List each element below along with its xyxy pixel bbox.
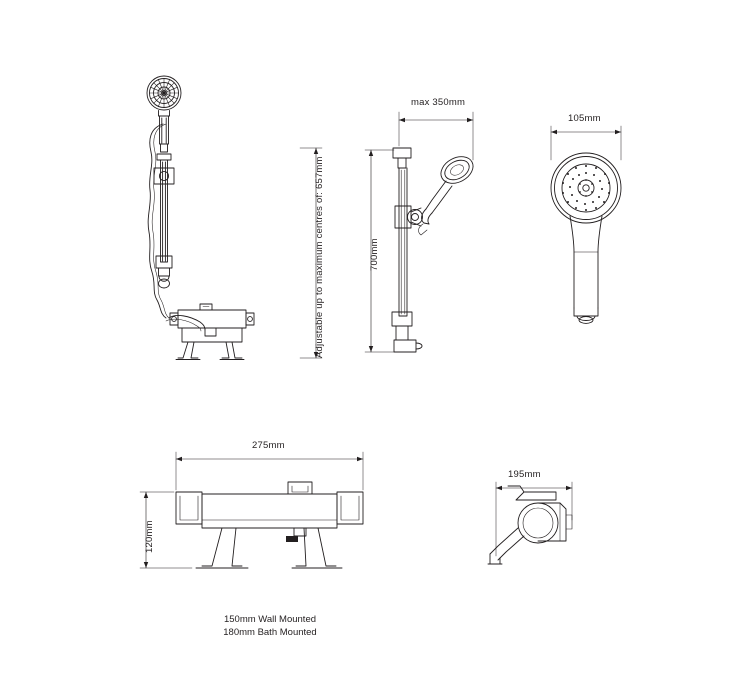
- dim-label-120: 120mm: [144, 520, 155, 553]
- mixer-caption-bath-mounted: 180mm Bath Mounted: [223, 627, 317, 638]
- view-mixer-front: [140, 452, 363, 568]
- mixer-caption-wall-mounted: 150mm Wall Mounted: [223, 614, 317, 625]
- view-shower-kit: [147, 76, 322, 360]
- view-mixer-side: [488, 482, 572, 564]
- dim-label-700: 700mm: [369, 238, 380, 271]
- dim-label-195: 195mm: [508, 469, 541, 480]
- view-slide-rail: [365, 112, 478, 352]
- dim-label-275: 275mm: [252, 440, 285, 451]
- dim-label-max-350: max 350mm: [411, 97, 466, 108]
- dim-label-adjustable-centres: Adjustable up to maximum centres of: 657mm: [314, 156, 325, 358]
- dim-label-105: 105mm: [568, 113, 601, 124]
- view-handset: [551, 126, 621, 323]
